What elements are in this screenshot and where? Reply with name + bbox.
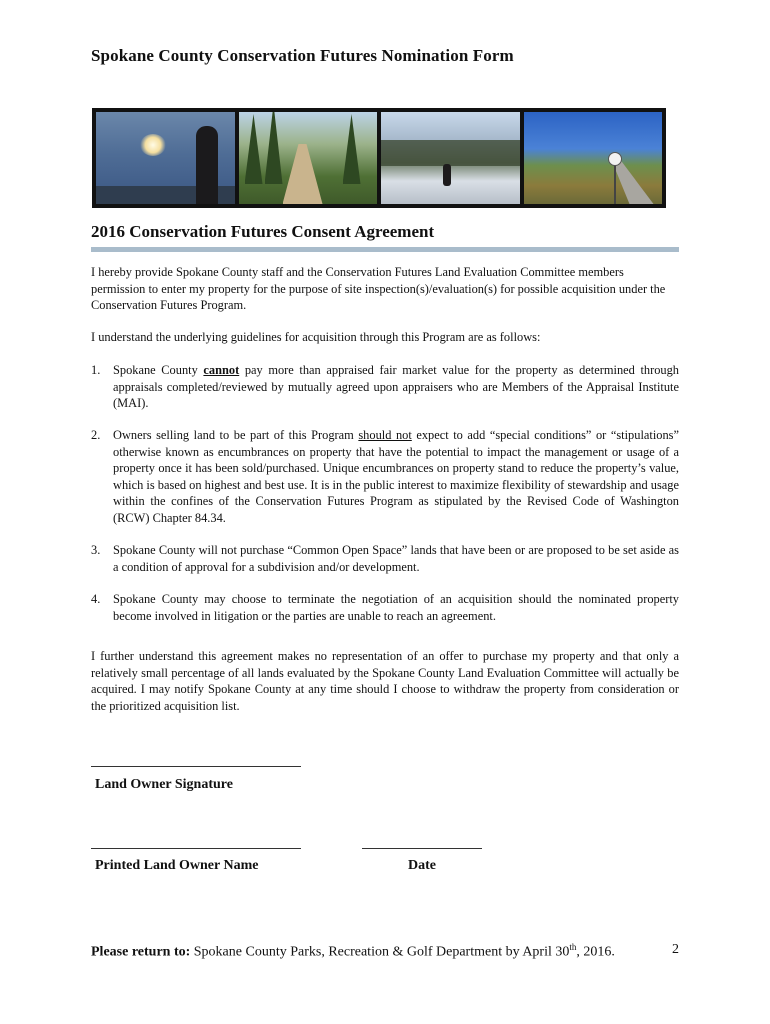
tree-shape <box>265 112 283 184</box>
page-title: Spokane County Conservation Futures Nomination Form <box>91 46 514 65</box>
tree-shape <box>245 114 263 184</box>
ordinal-suffix: th <box>569 942 577 952</box>
printed-name-label: Printed Land Owner Name <box>95 858 259 873</box>
date-label: Date <box>408 858 436 873</box>
section-divider <box>91 247 679 252</box>
sign-post <box>614 164 616 204</box>
trail-shape <box>283 144 323 204</box>
emphasis-should-not: should not <box>358 428 412 442</box>
section-title: 2016 Conservation Futures Consent Agreement <box>91 222 435 241</box>
trail-sign <box>608 152 622 166</box>
person-silhouette <box>196 126 218 204</box>
list-number: 3. <box>91 543 101 557</box>
date-line[interactable] <box>362 848 482 849</box>
printed-name-line[interactable] <box>91 848 301 849</box>
list-text: Spokane County will not purchase “Common Open Space” lands that have been or are proposed to be set aside as a condition of approval for a subdivision and/or development. <box>113 543 679 574</box>
list-text: Spokane County cannot pay more than appraised fair market value for the property as determined through appraisals completed/reviewed by mutually agreed upon appraisers who are Members of the Appraisal Institute (MAI). <box>113 363 680 410</box>
forest-trail-photo <box>239 112 378 204</box>
list-item <box>91 362 679 412</box>
return-label: Please return to: <box>91 944 191 960</box>
list-item <box>91 591 679 624</box>
sun-shape <box>140 134 166 156</box>
list-number: 1. <box>91 363 101 377</box>
list-text: Spokane County may choose to terminate the negotiation of an acquisition should the nominated property become involved in litigation or the parties are unable to reach an agreement. <box>113 592 679 623</box>
closing-paragraph: I further understand this agreement makes no representation of an offer to purchase my property and that only a relatively small percentage of all lands evaluated by the Spokane County Land Evaluation Committee will actually be acquired. I may notify Spokane County at any time should I choose to withdraw the property from consideration or the prioritized acquisition list. <box>91 649 679 713</box>
emphasis-cannot: cannot <box>203 363 240 377</box>
tree-shape <box>343 114 361 184</box>
walker-silhouette <box>443 164 451 186</box>
list-item <box>91 427 679 526</box>
path-shape <box>594 160 654 204</box>
list-number: 4. <box>91 592 101 606</box>
return-text: Spokane County Parks, Recreation & Golf Department by April 30 <box>190 944 570 960</box>
list-number: 2. <box>91 428 101 442</box>
list-text: Owners selling land to be part of this Program should not expect to add “special conditions” or “stipulations” otherwise known as encumbrances on property that have the potential to impact the management or usage of a property once it has been sold/purchased. Unique encumbrances on property stand to reduce the property’s value, which is based on highest and best use. It is in the public interest to maximize flexibility of stewardship and usage within the confines of the Conservation Futures Program as stipulated by the Revised Code of Washington (RCW) Chapter 84.34. <box>113 428 679 525</box>
photo-strip <box>92 108 666 208</box>
list-item <box>91 542 679 575</box>
treeline-shape <box>381 140 520 166</box>
lake-sunset-photo <box>96 112 235 204</box>
guidelines-intro: I understand the underlying guidelines for acquisition through this Program are as follows: <box>91 330 541 344</box>
owner-signature-label: Land Owner Signature <box>95 777 233 792</box>
return-tail: , 2016. <box>576 944 615 960</box>
meadow-path-photo <box>524 112 663 204</box>
page-number: 2 <box>672 942 679 957</box>
snowy-trail-photo <box>381 112 520 204</box>
owner-signature-line[interactable] <box>91 766 301 767</box>
permission-paragraph: I hereby provide Spokane County staff and the Conservation Futures Land Evaluation Committee members permission to enter my property for the purpose of site inspection(s)/evaluation(s) for possible acquisition under the Conservation Futures Program. <box>91 265 666 312</box>
return-instructions <box>91 942 615 961</box>
